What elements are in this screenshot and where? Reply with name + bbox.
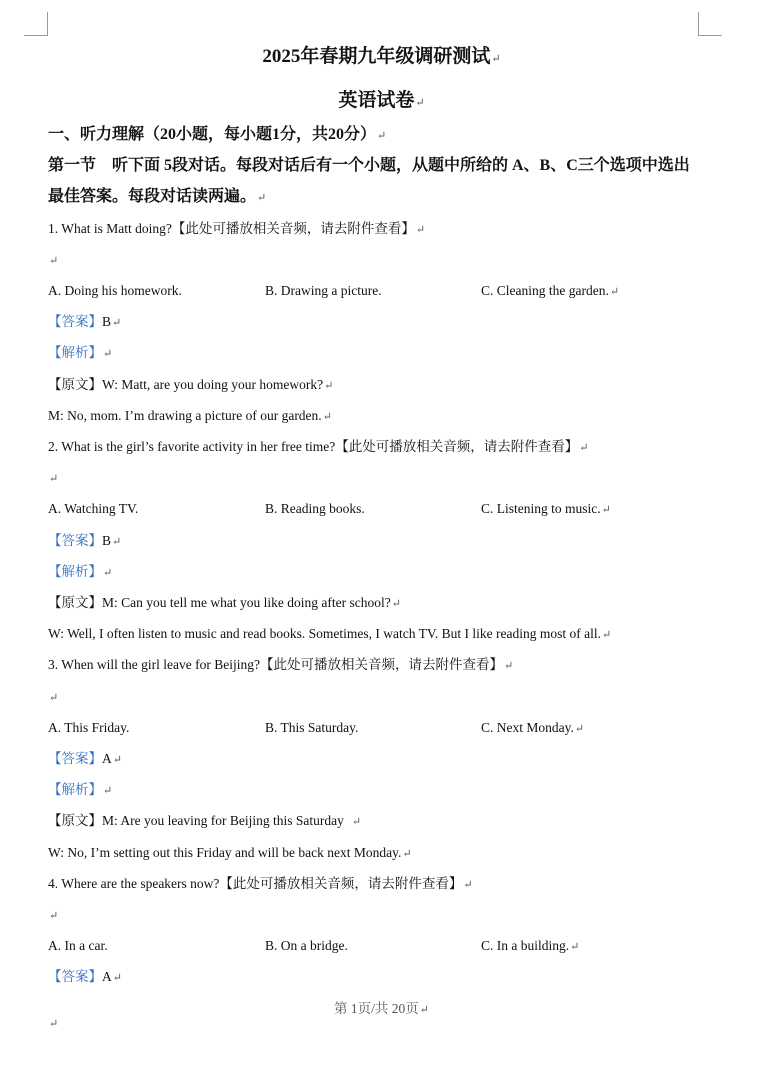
paragraph-mark: ↵: [322, 411, 332, 423]
doc-title: 2025年春期九年级调研测试: [262, 46, 491, 67]
option-a: A. Doing his homework.: [48, 283, 182, 298]
answer-tag: 【答案】: [48, 751, 102, 766]
question-2-answer: [48, 531, 121, 552]
question-3-options: [48, 718, 728, 738]
paragraph-mark: ↵: [391, 598, 401, 610]
part-instruction-line-1: [48, 156, 690, 176]
question-2-options: [48, 499, 728, 519]
question-1-options: [48, 281, 728, 301]
blank-line: [48, 250, 58, 271]
doc-subtitle-line: [0, 88, 763, 116]
option-b: B. Drawing a picture.: [265, 283, 382, 298]
blank-line: [48, 905, 58, 926]
answer-tag: 【答案】: [48, 969, 102, 984]
part-instruction-text-2: 最佳答案。每段对话读两遍。: [48, 188, 257, 205]
question-stem-text: 2. What is the girl’s favorite activity in her free time?【此处可播放相关音频，请去附件查看】: [48, 439, 579, 454]
paragraph-mark: ↵: [324, 380, 334, 392]
answer-value: A: [102, 751, 112, 766]
option-c: C. Next Monday.: [481, 720, 574, 735]
paragraph-mark: ↵: [112, 754, 122, 766]
option-b: B. This Saturday.: [265, 720, 359, 735]
question-2-original: [48, 593, 401, 614]
option-c: C. In a building.: [481, 938, 570, 953]
question-3-stem: [48, 655, 513, 676]
option-c-wrap: [481, 499, 611, 520]
analysis-tag: 【解析】: [48, 345, 102, 360]
blank-line: [48, 687, 58, 708]
paragraph-mark: ↵: [112, 972, 122, 984]
option-c-wrap: [481, 281, 619, 302]
analysis-tag: 【解析】: [48, 782, 102, 797]
paragraph-mark: ↵: [463, 879, 473, 891]
option-c-wrap: [481, 718, 584, 739]
question-2-followup: [48, 624, 611, 645]
question-4-answer: [48, 967, 122, 988]
paragraph-mark: ↵: [491, 53, 501, 65]
paragraph-mark: ↵: [415, 224, 426, 236]
paragraph-mark: ↵: [49, 255, 59, 267]
question-1-answer: [48, 312, 121, 333]
paragraph-mark: ↵: [601, 629, 612, 641]
paragraph-mark: ↵: [103, 785, 113, 797]
original-tag: 【原文】: [48, 813, 102, 828]
paragraph-mark: ↵: [377, 130, 387, 142]
crop-mark-top-left-horizontal: [24, 35, 48, 36]
question-3-original: [48, 811, 361, 832]
doc-title-line: [0, 44, 763, 72]
option-c: C. Listening to music.: [481, 501, 601, 516]
original-tag: 【原文】: [48, 377, 102, 392]
paragraph-mark: ↵: [49, 473, 59, 485]
question-3-analysis: [48, 780, 112, 801]
paragraph-mark: ↵: [415, 97, 425, 109]
option-b: B. On a bridge.: [265, 938, 348, 953]
paragraph-mark: ↵: [402, 848, 412, 860]
question-1-followup: [48, 406, 332, 427]
paragraph-mark: ↵: [609, 286, 620, 298]
section-heading: [48, 125, 386, 146]
question-stem-text: 4. Where are the speakers now?【此处可播放相关音频，请去附件查看】: [48, 876, 463, 891]
blank-line: [48, 468, 58, 489]
question-3-followup: [48, 843, 412, 864]
page-number: 第 1页/共 20页: [334, 1001, 419, 1016]
question-2-stem: [48, 437, 589, 458]
option-c: C. Cleaning the garden.: [481, 283, 609, 298]
paragraph-mark: ↵: [419, 1004, 429, 1016]
paragraph-mark: ↵: [579, 442, 589, 454]
question-1-original: [48, 375, 333, 396]
answer-value: B: [102, 533, 112, 548]
option-a: A. Watching TV.: [48, 501, 139, 516]
crop-mark-top-right-horizontal: [698, 35, 722, 36]
crop-mark-top-left-vertical: [47, 12, 48, 35]
answer-value: A: [102, 969, 112, 984]
original-text: M: Can you tell me what you like doing after school?: [102, 595, 391, 610]
paragraph-mark: ↵: [574, 723, 585, 735]
section-heading-text: 一、听力理解（20小题，每小题1分，共20分）: [48, 126, 377, 143]
paragraph-mark: ↵: [570, 941, 580, 953]
question-3-answer: [48, 749, 122, 770]
original-text: M: Are you leaving for Beijing this Saturday: [102, 813, 344, 828]
option-a: A. In a car.: [48, 938, 108, 953]
answer-tag: 【答案】: [48, 314, 102, 329]
paragraph-mark: ↵: [601, 504, 611, 516]
option-b: B. Reading books.: [265, 501, 365, 516]
question-stem-text: 3. When will the girl leave for Beijing?【此处可播放相关音频，请去附件查看】: [48, 657, 503, 672]
page-footer: [0, 997, 763, 1017]
paragraph-mark: ↵: [351, 816, 362, 828]
doc-subtitle: 英语试卷: [338, 90, 415, 111]
question-4-stem: [48, 874, 473, 895]
paragraph-mark: ↵: [49, 692, 59, 704]
paragraph-mark: ↵: [103, 567, 113, 579]
paragraph-mark: ↵: [257, 192, 267, 204]
original-tag: 【原文】: [48, 595, 102, 610]
blank-line: [48, 1013, 58, 1034]
followup-text: W: No, I’m setting out this Friday and will be back next Monday.: [48, 845, 402, 860]
analysis-tag: 【解析】: [48, 564, 102, 579]
crop-mark-top-right-vertical: [698, 12, 699, 35]
question-2-analysis: [48, 562, 112, 583]
answer-tag: 【答案】: [48, 533, 102, 548]
followup-text: W: Well, I often listen to music and read books. Sometimes, I watch TV. But I like reading most of all.: [48, 626, 601, 641]
paragraph-mark: ↵: [49, 910, 59, 922]
question-1-stem: [48, 219, 425, 240]
paragraph-mark: ↵: [103, 348, 113, 360]
followup-text: M: No, mom. I’m drawing a picture of our garden.: [48, 408, 322, 423]
paragraph-mark: ↵: [503, 660, 514, 672]
question-4-options: [48, 936, 728, 956]
option-a: A. This Friday.: [48, 720, 130, 735]
question-stem-text: 1. What is Matt doing?【此处可播放相关音频，请去附件查看】: [48, 221, 415, 236]
answer-value: B: [102, 314, 112, 329]
original-text: W: Matt, are you doing your homework?: [102, 377, 324, 392]
part-instruction-line-2: [48, 187, 266, 208]
option-c-wrap: [481, 936, 579, 957]
part-instruction-text-1: 第一节 听下面 5段对话。每段对话后有一个小题，从题中所给的 A、B、C三个选项中选出: [48, 157, 690, 174]
paragraph-mark: ↵: [112, 317, 122, 329]
question-1-analysis: [48, 343, 112, 364]
paragraph-mark: ↵: [49, 1018, 59, 1030]
paragraph-mark: ↵: [112, 536, 122, 548]
